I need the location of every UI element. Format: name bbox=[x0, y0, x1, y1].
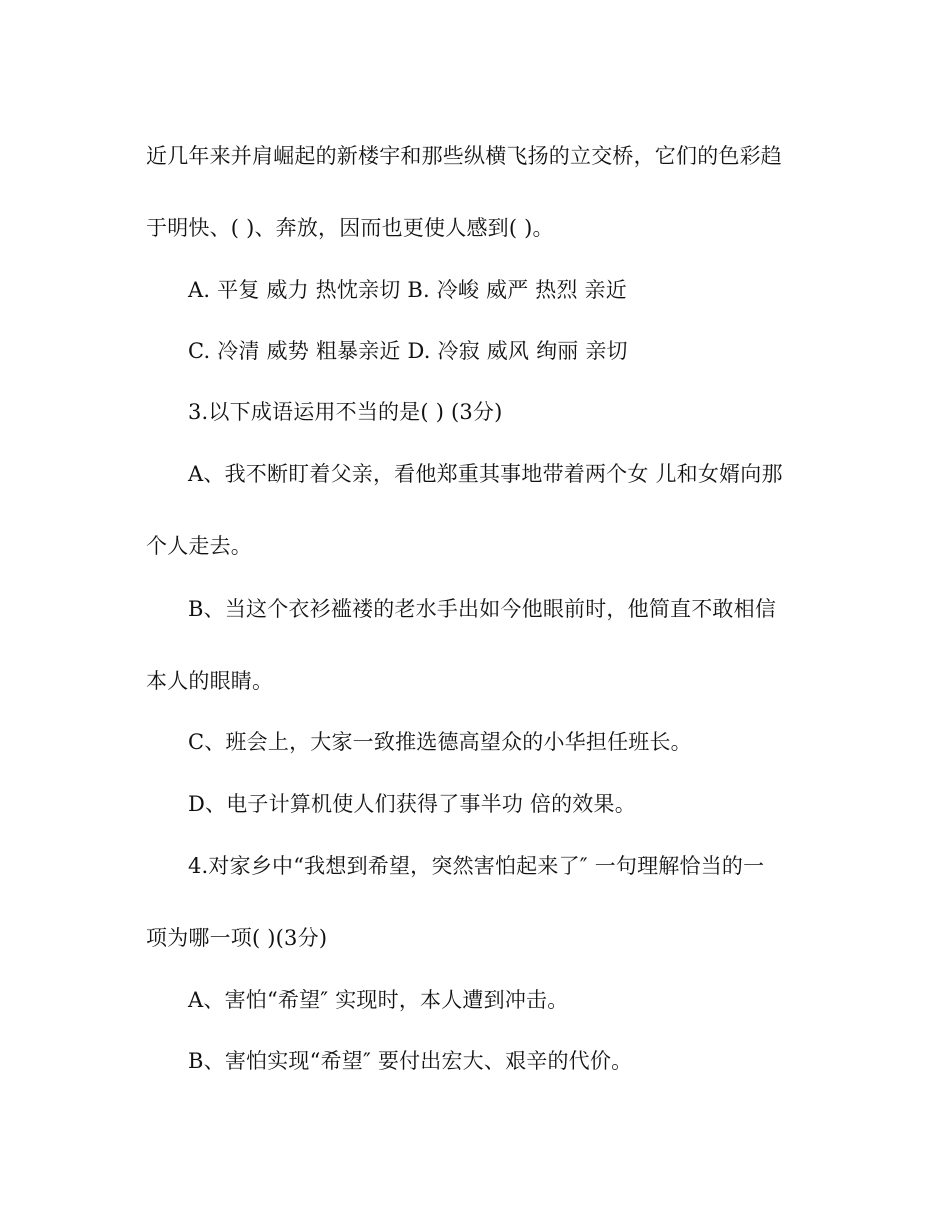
option-line-ab: A. 平复 威力 热忱亲切 B. 冷峻 威严 热烈 亲近 bbox=[188, 278, 627, 302]
question-4-title-line-2: 项为哪一项( )(3分) bbox=[146, 926, 328, 950]
question-3-option-a-line-1: A、我不断盯着父亲，看他郑重其事地带着两个女 儿和女婿向那 bbox=[188, 462, 783, 486]
question-3-title: 3.以下成语运用不当的是( ) (3分) bbox=[188, 400, 503, 424]
question-3-option-a-line-2: 个人走去。 bbox=[146, 534, 252, 558]
question-4-title-line-1: 4.对家乡中“我想到希望，突然害怕起来了″ 一句理解恰当的一 bbox=[188, 854, 765, 878]
question-3-option-c: C、班会上，大家一致推选德高望众的小华担任班长。 bbox=[188, 730, 692, 754]
question-4-option-b: B、害怕实现“希望″ 要付出宏大、艰辛的代价。 bbox=[188, 1049, 633, 1073]
option-line-cd: C. 冷清 威势 粗暴亲近 D. 冷寂 威风 绚丽 亲切 bbox=[188, 339, 628, 363]
question-3-option-b-line-2: 本人的眼睛。 bbox=[146, 669, 274, 693]
paragraph-line-2: 于明快、( )、奔放，因而也更使人感到( )。 bbox=[146, 216, 554, 240]
question-4-option-a: A、害怕“希望″ 实现时，本人遭到冲击。 bbox=[188, 988, 569, 1012]
question-3-option-b-line-1: B、当这个衣衫褴褛的老水手出如今他眼前时，他简直不敢相信 bbox=[188, 597, 777, 621]
question-3-option-d: D、电子计算机使人们获得了事半功 倍的效果。 bbox=[188, 792, 636, 816]
paragraph-line-1: 近几年来并肩崛起的新楼宇和那些纵横飞扬的立交桥，它们的色彩趋 bbox=[146, 144, 782, 168]
